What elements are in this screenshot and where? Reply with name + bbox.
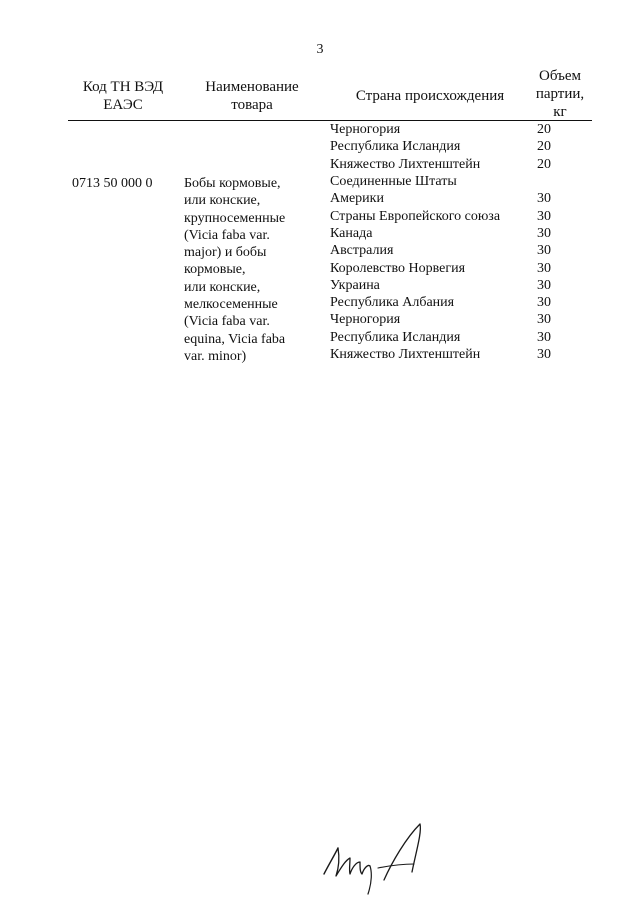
header-volume (520, 67, 600, 121)
header-volume-line1: Объем (539, 68, 581, 84)
volume-cell: 30 (537, 312, 551, 328)
table-row (330, 242, 592, 259)
table-row (330, 138, 592, 155)
product-name-line: (Vicia faba var. (184, 314, 270, 330)
country-cell: Республика Исландия (330, 139, 461, 155)
country-cell: Австралия (330, 243, 394, 259)
product-name-line: крупносеменные (184, 210, 286, 226)
volume-cell: 30 (537, 243, 551, 259)
country-cell: Америки (330, 191, 384, 207)
country-cell: Княжество Лихтенштейн (330, 347, 481, 362)
product-code: 0713 50 000 0 (72, 176, 153, 191)
country-cell: Республика Албания (330, 295, 455, 311)
header-code-line2: ЕАЭС (103, 97, 143, 113)
header-volume-line3: кг (553, 104, 567, 120)
volume-cell: 30 (537, 347, 551, 362)
table-row (330, 311, 592, 328)
signature (318, 818, 438, 898)
product-name-line: или конские, (184, 279, 261, 295)
table-row (330, 225, 592, 242)
table-row (330, 277, 592, 294)
country-cell: Страны Европейского союза (330, 208, 501, 224)
volume-cell: 30 (537, 295, 551, 311)
table-row (330, 173, 592, 190)
country-cell: Республика Исландия (330, 329, 461, 345)
volume-cell: 30 (537, 208, 551, 224)
header-code (68, 78, 178, 114)
table-row (330, 260, 592, 277)
header-volume-line2: партии, (535, 86, 585, 102)
volume-cell: 30 (537, 225, 551, 241)
country-cell: Королевство Норвегия (330, 260, 466, 276)
product-name-line: (Vicia faba var. (184, 227, 270, 243)
country-cell: Черногория (330, 312, 401, 328)
table-row (330, 156, 592, 173)
table-row (330, 190, 592, 207)
country-cell: Черногория (330, 122, 401, 137)
table-row (330, 121, 592, 138)
product-name-line: или конские, (184, 193, 261, 209)
table-row (330, 329, 592, 346)
product-name-line: мелкосеменные (184, 297, 278, 313)
header-name-line2: товара (231, 97, 273, 113)
product-name-line: кормовые, (184, 262, 246, 278)
country-cell: Княжество Лихтенштейн (330, 156, 481, 172)
header-country: Страна происхождения (355, 88, 505, 104)
table-row (330, 208, 592, 225)
table-row (330, 294, 592, 311)
volume-cell: 30 (537, 329, 551, 345)
header-code-line1: Код ТН ВЭД (82, 79, 164, 95)
page-number: 3 (316, 42, 324, 57)
header-name-line1: Наименование (205, 79, 299, 95)
product-name-line: major) и бобы (184, 245, 267, 261)
country-cell: Соединенные Штаты (330, 174, 457, 189)
volume-cell: 20 (537, 156, 551, 172)
product-name (184, 175, 324, 365)
volume-cell: 30 (537, 260, 551, 276)
volume-cell: 20 (537, 139, 551, 155)
volume-cell: 30 (537, 191, 551, 207)
country-cell: Канада (330, 225, 373, 241)
header-name (196, 78, 308, 114)
country-cell: Украина (330, 277, 380, 293)
table-row (330, 346, 592, 363)
product-name-line: var. minor) (184, 348, 247, 364)
volume-cell: 20 (537, 122, 551, 137)
product-name-line: Бобы кормовые, (184, 176, 281, 191)
product-name-line: equina, Vicia faba (184, 331, 286, 347)
volume-cell: 30 (537, 277, 551, 293)
